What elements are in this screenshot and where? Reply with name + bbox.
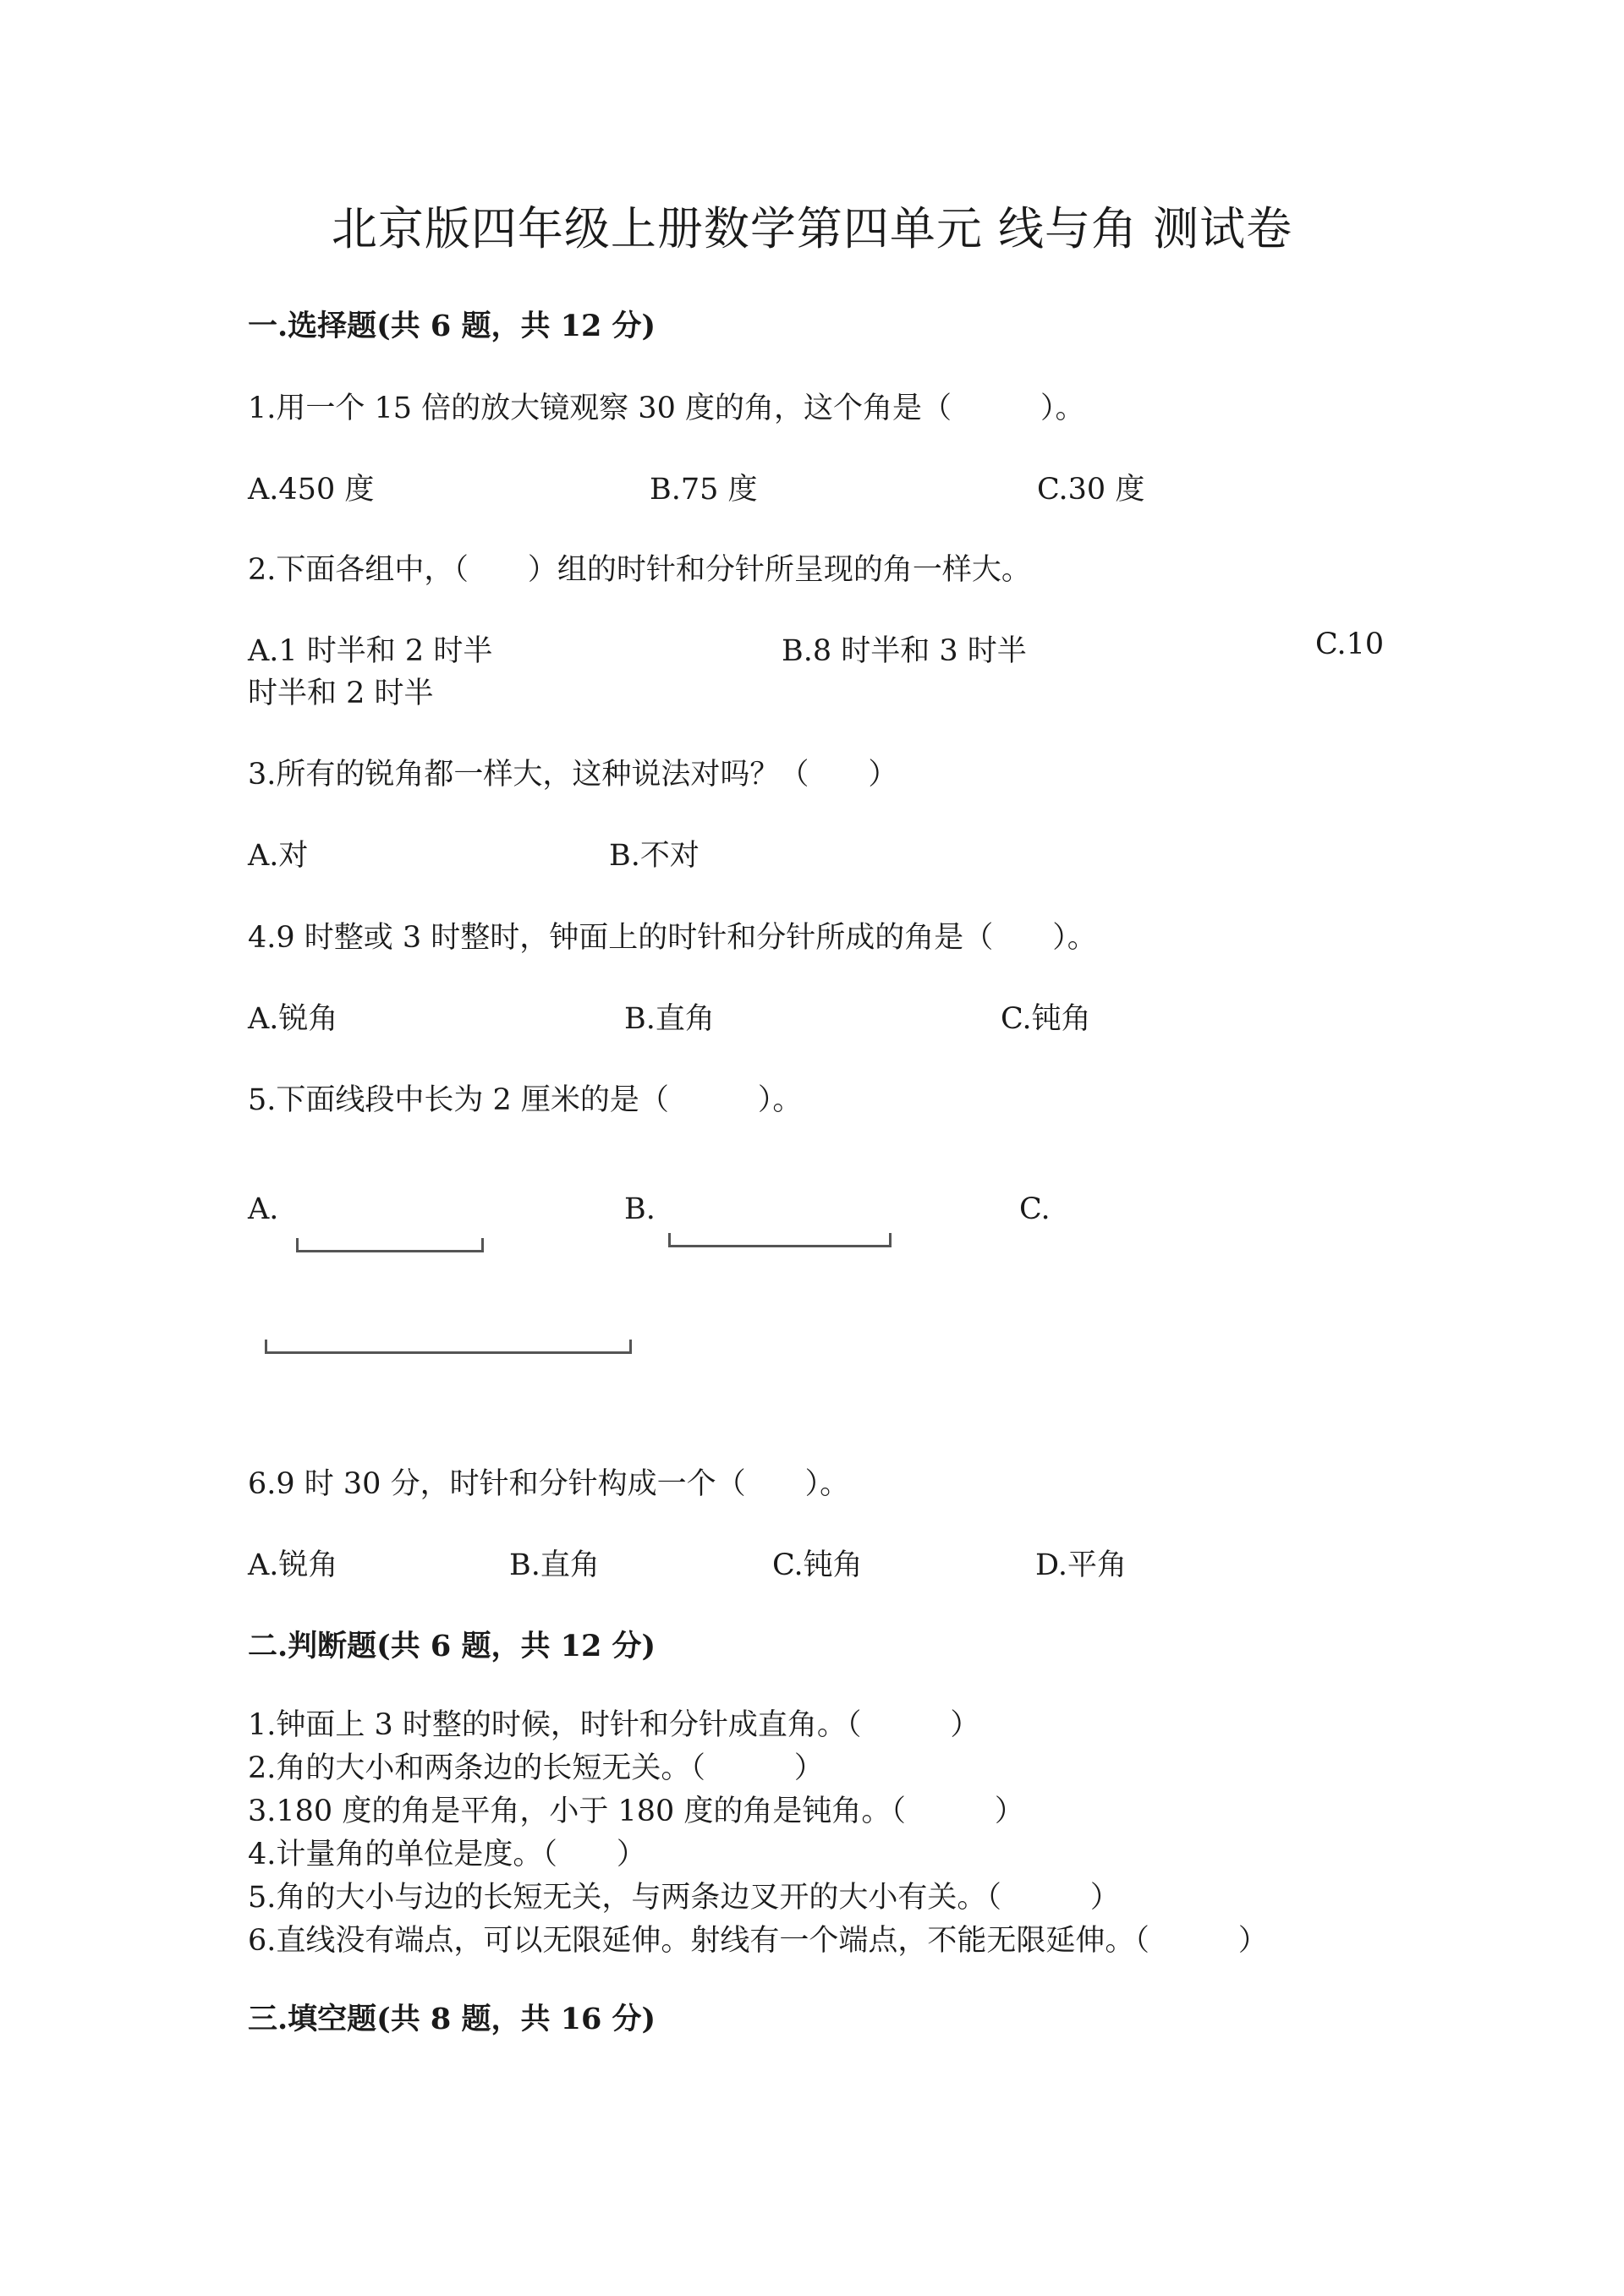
- question-1: 1.用一个 15 倍的放大镜观察 30 度的角，这个角是（ ）。: [248, 392, 1085, 425]
- q3-option-a: A.对: [248, 839, 309, 873]
- question-3: 3.所有的锐角都一样大，这种说法对吗？（ ）: [248, 758, 898, 792]
- q6-option-b: B.直角: [509, 1548, 600, 1582]
- question-4: 4.9 时整或 3 时整时，钟面上的时针和分针所成的角是（ ）。: [248, 921, 1097, 955]
- section-heading-judgement: 二.判断题(共 6 题，共 12 分): [248, 1629, 656, 1663]
- q6-option-a: A.锐角: [248, 1548, 338, 1582]
- q1-option-a: A.450 度: [248, 473, 375, 507]
- section-heading-fill-blank: 三.填空题(共 8 题，共 16 分): [248, 2002, 656, 2036]
- q3-option-b: B.不对: [609, 839, 700, 873]
- line-segment-c: [265, 1340, 632, 1354]
- question-2: 2.下面各组中，（ ）组的时针和分针所呈现的角一样大。: [248, 553, 1031, 587]
- q2-option-b: B.8 时半和 3 时半: [782, 634, 1027, 668]
- judgement-item-5: 5.角的大小与边的长短无关，与两条边叉开的大小有关。（ ）: [248, 1881, 1120, 1915]
- section-heading-choice: 一.选择题(共 6 题，共 12 分): [248, 309, 656, 343]
- question-6: 6.9 时 30 分，时针和分针构成一个（ ）。: [248, 1467, 850, 1501]
- q4-option-a: A.锐角: [248, 1002, 338, 1036]
- q6-option-d: D.平角: [1035, 1548, 1127, 1582]
- q5-option-a: A.: [248, 1192, 279, 1226]
- q4-option-b: B.直角: [624, 1002, 715, 1036]
- page-title: 北京版四年级上册数学第四单元 线与角 测试卷: [331, 202, 1293, 255]
- q6-option-c: C.钝角: [772, 1548, 863, 1582]
- q2-option-c: C.10: [1315, 627, 1385, 661]
- judgement-item-1: 1.钟面上 3 时整的时候，时针和分针成直角。（ ）: [248, 1708, 980, 1742]
- q5-option-b: B.: [624, 1192, 656, 1226]
- q5-option-c: C.: [1019, 1192, 1051, 1226]
- judgement-item-3: 3.180 度的角是平角，小于 180 度的角是钝角。（ ）: [248, 1795, 1024, 1828]
- judgement-item-6: 6.直线没有端点，可以无限延伸。射线有一个端点，不能无限延伸。（ ）: [248, 1924, 1268, 1958]
- judgement-item-2: 2.角的大小和两条边的长短无关。（ ）: [248, 1751, 824, 1785]
- judgement-item-4: 4.计量角的单位是度。（ ）: [248, 1838, 646, 1871]
- q4-option-c: C.钝角: [1001, 1002, 1091, 1036]
- line-segment-b: [668, 1233, 892, 1247]
- line-segment-a: [296, 1238, 484, 1252]
- q2-option-a: A.1 时半和 2 时半: [248, 634, 493, 668]
- q2-option-c-continued: 时半和 2 时半: [248, 677, 434, 710]
- question-5: 5.下面线段中长为 2 厘米的是（ ）。: [248, 1083, 803, 1117]
- q1-option-b: B.75 度: [650, 473, 758, 507]
- q1-option-c: C.30 度: [1037, 473, 1145, 507]
